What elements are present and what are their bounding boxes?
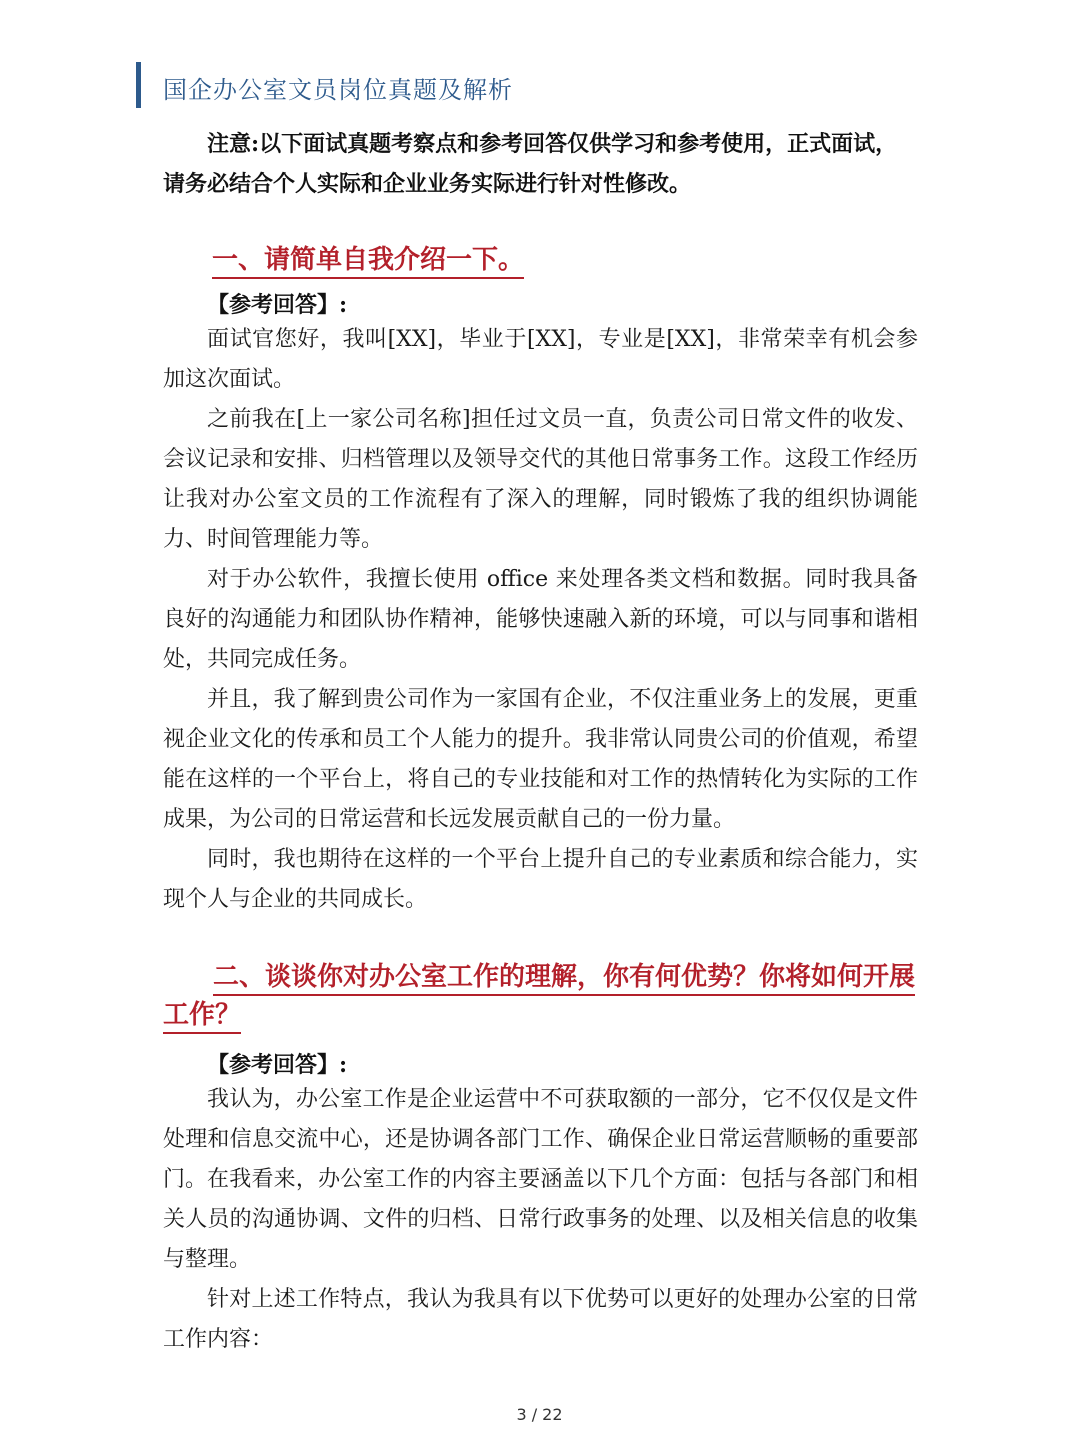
section-2-paragraph: 针对上述工作特点，我认为我具有以下优势可以更好的处理办公室的日常工作内容：	[163, 1287, 918, 1352]
section-2-heading	[163, 958, 918, 1034]
section-1-reference-label: 【参考回答】:	[207, 292, 348, 318]
section-1-paragraph: 对于办公软件，我擅长使用 office 来处理各类文档和数据。同时我具备良好的沟通能力和团队协作精神，能够快速融入新的环境，可以与同事和谐相处，共同完成任务。	[163, 567, 918, 672]
document-header-title: 国企办公室文员岗位真题及解析	[163, 76, 513, 104]
section-2-heading-text: 二、谈谈你对办公室工作的理解，你有何优势？你将如何开展工作？	[163, 962, 915, 1034]
section-1-heading	[212, 241, 524, 279]
section-1-heading-text: 一、请简单自我介绍一下。	[212, 245, 524, 279]
section-2-paragraph: 在我看来，办公室工作的内容主要涵盖以下几个方面：包括与各部门和相关人员的沟通协调、文件的归档、日常行政事务的处理、以及相关信息的收集与整理。	[163, 1167, 918, 1272]
section-1-paragraph: 之前我在[上一家公司名称]担任过文员一直，负责公司日常文件的收发、会议记录和安排、归档管理以及领导交代的其他日常事务工作。这段工作经历让我对办公室文员的工作流程有了深入的理解，同时锻炼了我的组织协调能力、时间管理能力等。	[163, 407, 918, 552]
notice-text: 注意:以下面试真题考察点和参考回答仅供学习和参考使用，正式面试，请务必结合个人实际和企业业务实际进行针对性修改。	[163, 131, 898, 197]
section-1-paragraph: 并且，我了解到贵公司作为一家国有企业，不仅注重业务上的发展，更重视企业文化的传承和员工个人能力的提升。我非常认同贵公司的价值观，希望能在这样的一个平台上，将自己的专业技能和对工作的热情转化为实际的工作成果，为公司的日常运营和长远发展贡献自己的一份力量。	[163, 687, 918, 832]
section-2-reference-label: 【参考回答】:	[207, 1052, 348, 1078]
section-1-paragraph: 面试官您好，我叫[XX]，毕业于[XX]，专业是[XX]，非常荣幸有机会参加这次面试。	[163, 327, 918, 392]
page-number: 3 / 22	[516, 1405, 563, 1424]
section-2-paragraph: 我认为，办公室工作是企业运营中不可获取额的一部分，它不仅仅是文件处理和信息交流中心，还是协调各部门工作、确保企业日常运营顺畅的重要部门。	[163, 1087, 918, 1192]
section-1-paragraph: 同时，我也期待在这样的一个平台上提升自己的专业素质和综合能力，实现个人与企业的共同成长。	[163, 847, 918, 912]
header-accent-bar	[136, 62, 141, 108]
